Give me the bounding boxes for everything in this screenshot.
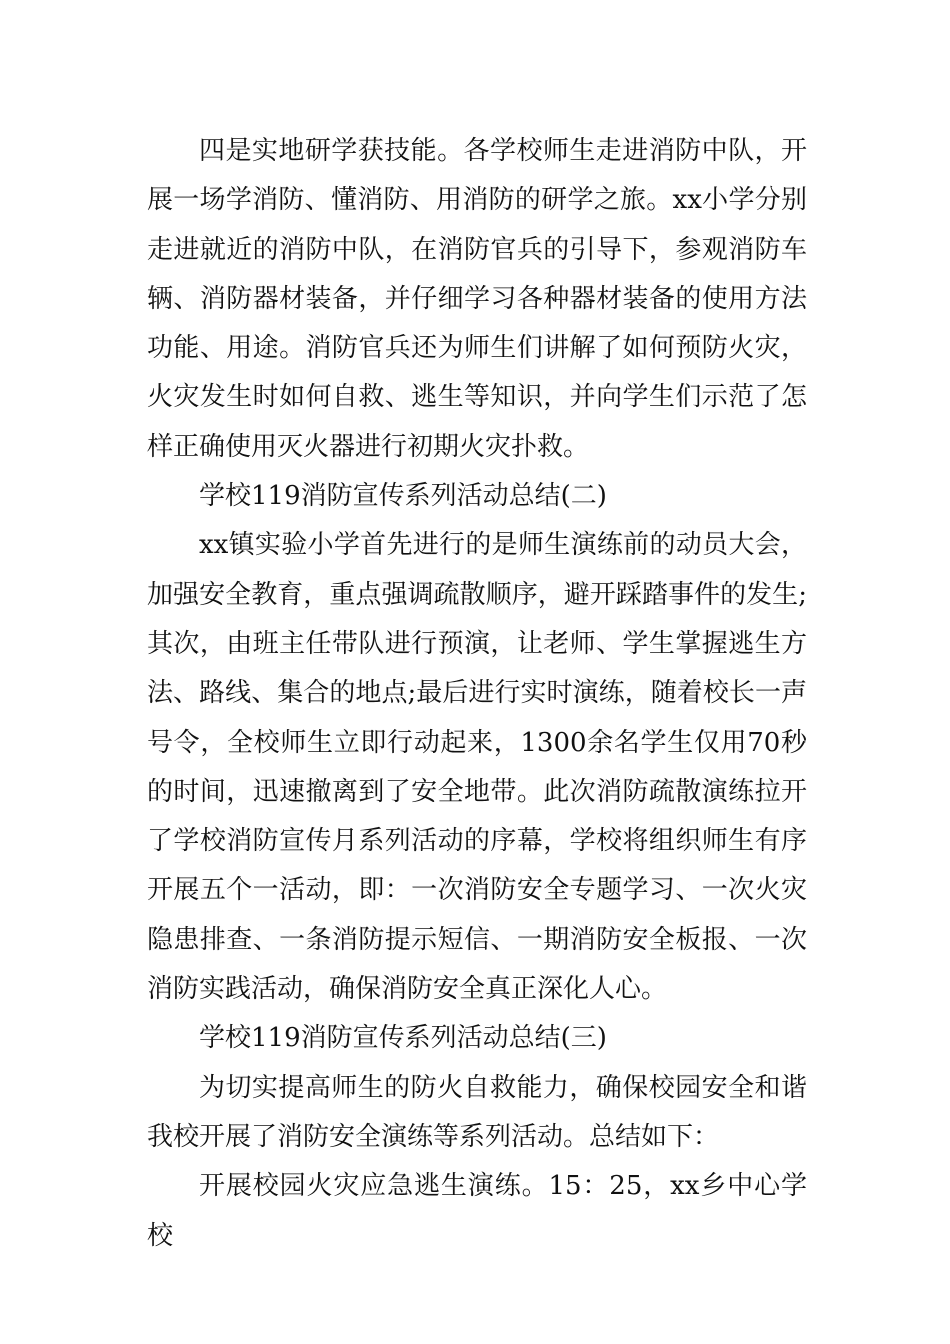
paragraph-summary-intro: 为切实提高师生的防火自救能力，确保校园安全和谐我校开展了消防安全演练等系列活动。总结如下： [147,1072,807,1152]
paragraph-skills-study: 四是实地研学获技能。各学校师生走进消防中队，开展一场学消防、懂消防、用消防的研学之旅。xx小学分别走进就近的消防中队，在消防官兵的引导下，参观消防车辆、消防器材装备，并仔细学习各种器材装备的使用方法功能、用途。消防官兵还为师生们讲解了如何预防火灾，火灾发生时如何自救、逃生等知识，并向学生们示范了怎样正确使用灭火器进行初期火灾扑救。 [147,136,807,462]
paragraph-fire-drill: 开展校园火灾应急逃生演练。15：25，xx乡中心学校 [147,1171,807,1251]
section-heading-2: 学校119消防宣传系列活动总结(二) [199,481,607,512]
document-body [147,127,807,1261]
paragraph-evacuation-drill: xx镇实验小学首先进行的是师生演练前的动员大会，加强安全教育，重点强调疏散顺序，避开踩踏事件的发生;其次，由班主任带队进行预演，让老师、学生掌握逃生方法、路线、集合的地点;最后进行实时演练，随着校长一声号令，全校师生立即行动起来，1300余名学生仅用70秒的时间，迅速撤离到了安全地带。此次消防疏散演练拉开了学校消防宣传月系列活动的序幕，学校将组织师生有序开展五个一活动，即：一次消防安全专题学习、一次火灾隐患排查、一条消防提示短信、一期消防安全板报、一次消防实践活动，确保消防安全真正深化人心。 [147,530,807,1005]
section-heading-3: 学校119消防宣传系列活动总结(三) [199,1023,607,1054]
